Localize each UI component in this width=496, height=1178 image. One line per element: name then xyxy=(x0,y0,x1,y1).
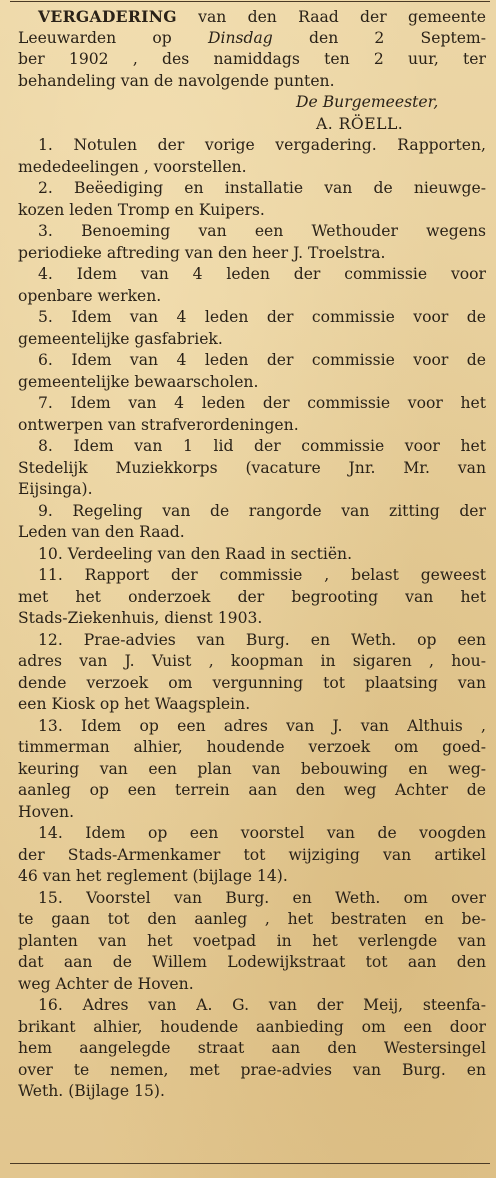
intro-line-4: behandeling van de navolgende punten. xyxy=(18,71,335,90)
agenda-line: brikant alhier, houdende aanbieding om een door xyxy=(18,1017,486,1036)
agenda-line: 9. Regeling van de rangorde van zitting der xyxy=(38,501,486,520)
agenda-line: 10. Verdeeling van den Raad in sectiën. xyxy=(38,544,353,563)
agenda-line: 2. Beëediging en installatie van de nieuwge- xyxy=(38,179,486,197)
agenda-line: openbare werken. xyxy=(18,286,162,305)
agenda-line: gemeentelijke bewaarscholen. xyxy=(18,372,259,391)
agenda-line: dende verzoek om vergunning tot plaatsing van xyxy=(18,673,486,692)
agenda-line: dat aan de Willem Lodewijkstraat tot aan den xyxy=(18,953,486,971)
agenda-line: planten van het voetpad in het verlengde van xyxy=(18,931,486,950)
agenda-line: der Stads-Armenkamer tot wijziging van artikel xyxy=(18,845,486,864)
agenda-line: 13. Idem op een adres van J. van Althuis , xyxy=(38,716,486,735)
agenda-line: 1. Notulen der vorige vergadering. Rapporten, xyxy=(38,136,486,154)
agenda-line: gemeentelijke gasfabriek. xyxy=(18,329,223,348)
agenda-line: aanleg op een terrein aan den weg Achter de xyxy=(18,781,486,799)
agenda-line: Stedelijk Muziekkorps (vacature Jnr. Mr. van xyxy=(18,458,486,477)
agenda-line: te gaan tot den aanleg , het bestraten en be- xyxy=(18,910,486,928)
agenda-line: 7. Idem van 4 leden der commissie voor het xyxy=(38,394,486,412)
agenda-line: 46 van het reglement (bijlage 14). xyxy=(18,867,288,885)
agenda-line: 15. Voorstel van Burg. en Weth. om over xyxy=(38,888,486,907)
agenda-line: over te nemen, met prae-advies van Burg. en xyxy=(18,1060,486,1079)
agenda-line: Eijsinga). xyxy=(18,480,93,498)
agenda-line: met het onderzoek der begrooting van het xyxy=(18,587,486,606)
agenda-line: 16. Adres van A. G. van der Meij, steenfa- xyxy=(38,996,486,1014)
agenda-line: 11. Rapport der commissie , belast geweest xyxy=(38,566,486,584)
agenda-line: periodieke aftreding van den heer J. Troelstra. xyxy=(18,243,386,262)
agenda-line: weg Achter de Hoven. xyxy=(18,974,194,993)
agenda-line: 6. Idem van 4 leden der commissie voor de xyxy=(38,351,486,369)
intro-line-3: ber 1902 , des namiddags ten 2 uur, ter xyxy=(18,50,486,68)
signatory-name: A. RÖELL. xyxy=(316,114,404,133)
notice-heading: VERGADERING xyxy=(38,7,177,26)
agenda-line: adres van J. Vuist , koopman in sigaren , hou- xyxy=(18,652,486,670)
agenda-line: Weth. (Bijlage 15). xyxy=(18,1082,165,1100)
agenda-line: 3. Benoeming van een Wethouder wegens xyxy=(38,222,486,240)
agenda-line: timmerman alhier, houdende verzoek om goed- xyxy=(18,738,486,756)
top-rule xyxy=(10,1,490,2)
meeting-notice xyxy=(18,6,486,1103)
intro-line-2: Leeuwarden op Dinsdag den 2 Septem- xyxy=(18,28,486,47)
agenda-line: Hoven. xyxy=(18,802,75,821)
agenda-line: 8. Idem van 1 lid der commissie voor het xyxy=(38,437,486,455)
agenda-line: 5. Idem van 4 leden der commissie voor de xyxy=(38,308,486,326)
agenda-line: mededeelingen , voorstellen. xyxy=(18,157,247,176)
intro-line-1: VERGADERING van den Raad der gemeente xyxy=(38,7,486,26)
agenda-line: hem aangelegde straat aan den Westersingel xyxy=(18,1039,486,1057)
agenda-line: keuring van een plan van bebouwing en weg- xyxy=(18,759,486,778)
agenda-line: een Kiosk op het Waagsplein. xyxy=(18,695,251,713)
agenda-line: 4. Idem van 4 leden der commissie voor xyxy=(38,265,486,283)
signatory-title: De Burgemeester, xyxy=(296,93,439,111)
agenda-line: kozen leden Tromp en Kuipers. xyxy=(18,200,265,219)
agenda-line: 14. Idem op een voorstel van de voogden xyxy=(38,824,486,842)
agenda-line: Stads-Ziekenhuis, dienst 1903. xyxy=(18,609,263,627)
agenda-line: ontwerpen van strafverordeningen. xyxy=(18,415,299,434)
bottom-rule xyxy=(10,1163,490,1164)
agenda-line: 12. Prae-advies van Burg. en Weth. op een xyxy=(38,630,486,649)
agenda-line: Leden van den Raad. xyxy=(18,523,185,541)
meeting-day: Dinsdag xyxy=(207,28,273,47)
